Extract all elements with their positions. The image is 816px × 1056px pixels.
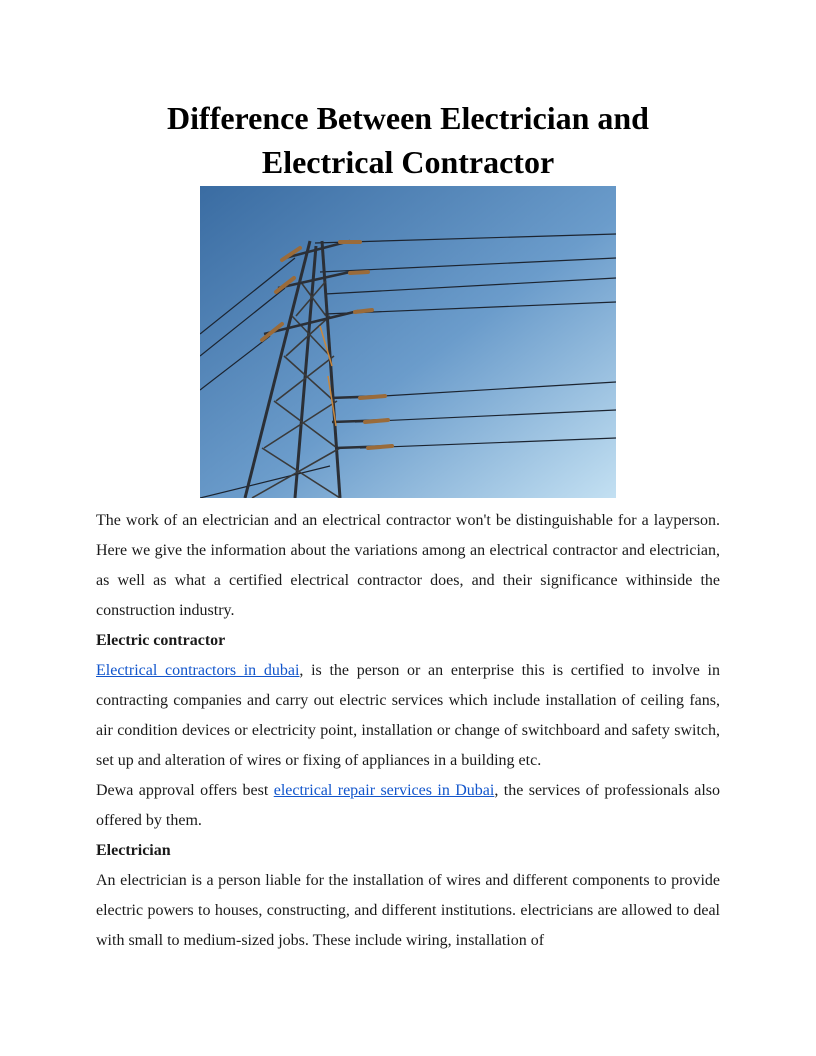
dewa-paragraph-start: Dewa approval offers best (96, 782, 274, 799)
power-tower-image (200, 186, 616, 498)
dewa-paragraph (96, 776, 720, 836)
heading-electrician: Electrician (96, 842, 171, 859)
title-line-2: Electrical Contractor (261, 144, 555, 180)
electrician-paragraph: An electrician is a person liable for the installation of wires and different components to provide electric powers to houses, constructing, and different institutions. electricians are allowed to deal with small to medium-sized jobs. These include wiring, installation of (96, 872, 720, 949)
link-electrical-repair-services[interactable]: electrical repair services in Dubai (273, 782, 495, 799)
contractor-paragraph (96, 656, 720, 776)
intro-paragraph: The work of an electrician and an electrical contractor won't be distinguishable for a layperson. Here we give the information about the variations among an electrical contractor and electrician, as well as what a certified electrical contractor does, and their significance withinside the construction industry. (96, 512, 720, 619)
title-line-1: Difference Between Electrician and (167, 100, 649, 136)
dewa-paragraph-end: , the services of professionals also offered by them. (96, 782, 721, 829)
document-page (96, 96, 720, 956)
contractor-paragraph-text: , is the person or an enterprise this is certified to involve in contracting companies and carry out electric services which include installation of ceiling fans, air condition devices or electricity point, installation or change of switchboard and safety switch, set up and alteration of wires or fixing of appliances in a building etc. (96, 662, 720, 769)
document-title (96, 96, 720, 184)
link-electrical-contractors-dubai[interactable]: Electrical contractors in dubai (96, 662, 300, 679)
heading-electric-contractor: Electric contractor (96, 632, 226, 649)
